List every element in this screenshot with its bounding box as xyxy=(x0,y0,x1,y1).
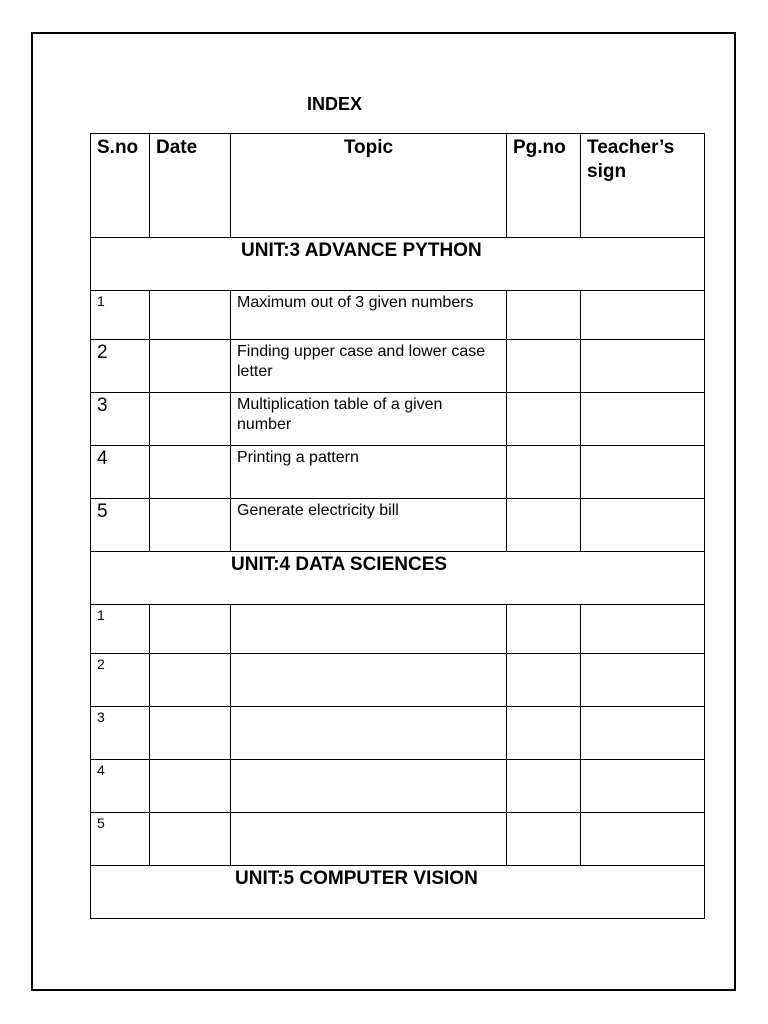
cell-pgno xyxy=(507,499,581,552)
cell-teacher-sign xyxy=(581,291,705,340)
table-row xyxy=(91,760,705,813)
cell-sno: 3 xyxy=(91,707,150,760)
column-header-date: Date xyxy=(150,134,231,238)
cell-topic: Generate electricity bill xyxy=(231,499,507,552)
cell-pgno xyxy=(507,291,581,340)
cell-sno: 2 xyxy=(91,340,150,393)
cell-sno: 1 xyxy=(91,605,150,654)
cell-pgno xyxy=(507,393,581,446)
cell-teacher-sign xyxy=(581,813,705,866)
unit-header-row xyxy=(91,866,705,919)
cell-topic xyxy=(231,813,507,866)
cell-sno: 1 xyxy=(91,291,150,340)
table-row xyxy=(91,340,705,393)
table-row xyxy=(91,707,705,760)
cell-teacher-sign xyxy=(581,654,705,707)
table-row xyxy=(91,813,705,866)
cell-pgno xyxy=(507,340,581,393)
cell-pgno xyxy=(507,813,581,866)
cell-topic xyxy=(231,605,507,654)
column-header-pgno: Pg.no xyxy=(507,134,581,238)
index-table xyxy=(90,133,705,919)
cell-teacher-sign xyxy=(581,707,705,760)
unit-header-row xyxy=(91,238,705,291)
page-title: INDEX xyxy=(307,94,363,114)
cell-pgno xyxy=(507,760,581,813)
cell-date xyxy=(150,654,231,707)
cell-date xyxy=(150,499,231,552)
unit-header-row xyxy=(91,552,705,605)
cell-date xyxy=(150,605,231,654)
cell-topic: Finding upper case and lower case letter xyxy=(231,340,507,393)
cell-date xyxy=(150,813,231,866)
cell-topic xyxy=(231,707,507,760)
unit-title: UNIT:5 COMPUTER VISION xyxy=(91,866,705,919)
unit-title: UNIT:3 ADVANCE PYTHON xyxy=(91,238,705,291)
cell-teacher-sign xyxy=(581,605,705,654)
cell-date xyxy=(150,760,231,813)
cell-pgno xyxy=(507,654,581,707)
table-row xyxy=(91,499,705,552)
cell-topic: Multiplication table of a given number xyxy=(231,393,507,446)
cell-teacher-sign xyxy=(581,499,705,552)
cell-topic: Maximum out of 3 given numbers xyxy=(231,291,507,340)
cell-date xyxy=(150,707,231,760)
table-row xyxy=(91,605,705,654)
cell-sno: 4 xyxy=(91,446,150,499)
table-row xyxy=(91,291,705,340)
cell-teacher-sign xyxy=(581,340,705,393)
cell-sno: 5 xyxy=(91,499,150,552)
cell-date xyxy=(150,446,231,499)
header-row xyxy=(91,134,705,238)
cell-date xyxy=(150,393,231,446)
table-row xyxy=(91,393,705,446)
cell-pgno xyxy=(507,446,581,499)
cell-teacher-sign xyxy=(581,393,705,446)
cell-pgno xyxy=(507,605,581,654)
cell-pgno xyxy=(507,707,581,760)
unit-title: UNIT:4 DATA SCIENCES xyxy=(91,552,705,605)
cell-date xyxy=(150,340,231,393)
cell-sno: 2 xyxy=(91,654,150,707)
column-header-teacher-sign: Teacher’s sign xyxy=(581,134,705,238)
cell-sno: 4 xyxy=(91,760,150,813)
cell-topic xyxy=(231,654,507,707)
table-row xyxy=(91,654,705,707)
column-header-topic: Topic xyxy=(231,134,507,238)
table-row xyxy=(91,446,705,499)
cell-sno: 5 xyxy=(91,813,150,866)
cell-teacher-sign xyxy=(581,760,705,813)
cell-sno: 3 xyxy=(91,393,150,446)
cell-date xyxy=(150,291,231,340)
cell-topic xyxy=(231,760,507,813)
cell-teacher-sign xyxy=(581,446,705,499)
cell-topic: Printing a pattern xyxy=(231,446,507,499)
column-header-sno: S.no xyxy=(91,134,150,238)
